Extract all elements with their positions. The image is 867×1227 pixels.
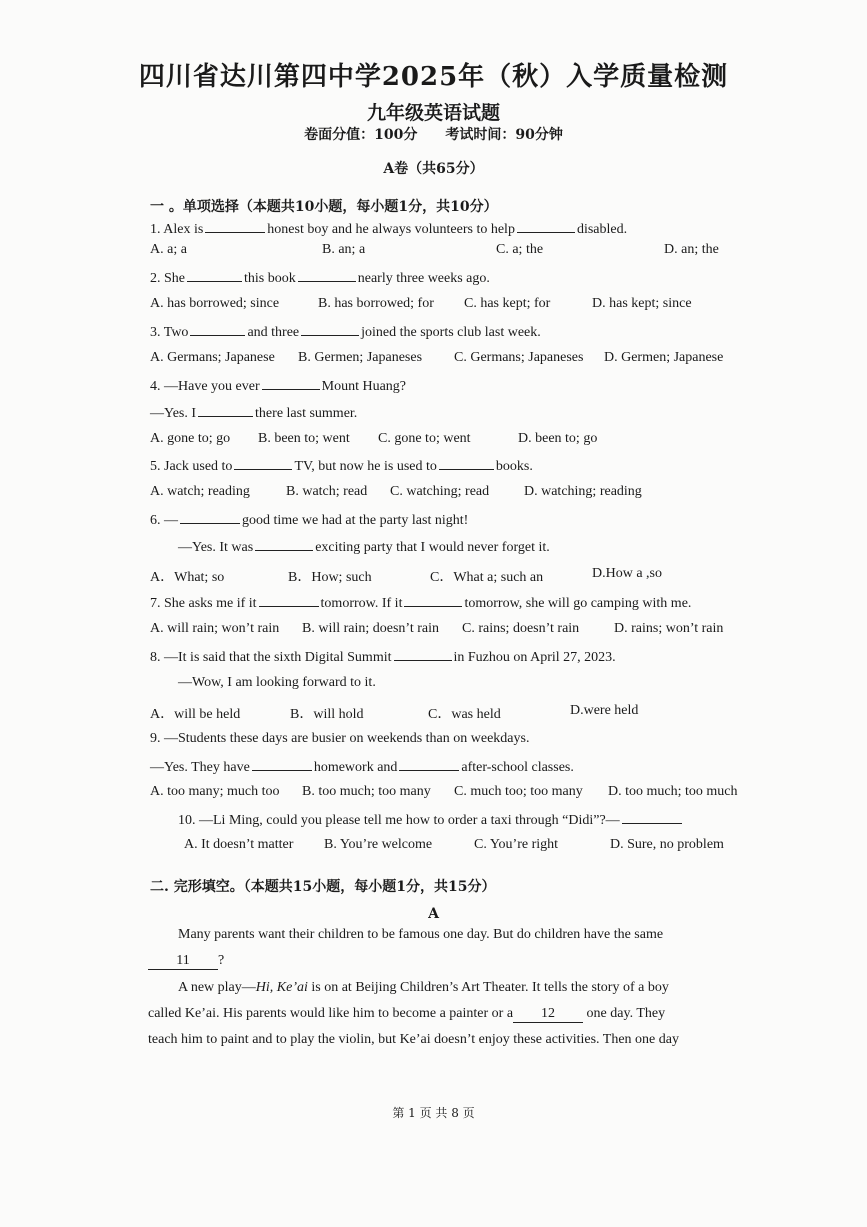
passage-line: Many parents want their children to be famous one day. But do children have the same — [178, 927, 664, 942]
option: D. an; the — [664, 242, 719, 257]
option: A. Germans; Japanese — [150, 350, 275, 365]
option: D. Sure, no problem — [610, 837, 724, 852]
option: C. much too; too many — [454, 784, 583, 799]
option: B. You’re welcome — [324, 837, 433, 852]
question-6-reply: —Yes. It was exciting party that I would never forget it. — [178, 540, 550, 555]
exam-info — [0, 124, 867, 144]
option: C. has kept; for — [464, 296, 551, 311]
option: A. has borrowed; since — [150, 296, 280, 311]
page-footer: 第 1 页 共 8 页 — [392, 1106, 475, 1120]
option: C. Germans; Japaneses — [454, 350, 584, 365]
option: A. watch; reading — [150, 484, 250, 499]
option: A. It doesn’t matter — [184, 837, 294, 852]
option: A．What; so — [150, 570, 225, 585]
exam-time: 考试时间：90分钟 — [445, 127, 563, 143]
option: B. too much; too many — [302, 784, 431, 799]
passage-label: A — [428, 906, 439, 922]
question-6: 6. — good time we had at the party last night! — [150, 513, 469, 528]
option: B．How; such — [288, 570, 372, 585]
option: C. a; the — [496, 242, 544, 257]
question-3: 3. Two and three joined the sports club last week. — [150, 325, 541, 340]
option: D. has kept; since — [592, 296, 692, 311]
option: C. gone to; went — [378, 431, 471, 446]
option: C. rains; doesn’t rain — [462, 621, 580, 636]
option: C．What a; such an — [430, 570, 544, 585]
option: D. rains; won’t rain — [614, 621, 724, 636]
section-1-heading: 一 。单项选择（本题共10小题，每小题1分，共10分） — [150, 199, 498, 215]
option: B. will rain; doesn’t rain — [302, 621, 439, 636]
question-4-reply: —Yes. I there last summer. — [150, 406, 358, 421]
option: A. gone to; go — [150, 431, 231, 446]
exam-subtitle: 九年级英语试题 — [366, 102, 500, 124]
question-1: 1. Alex is honest boy and he always volunteers to help disabled. — [150, 222, 628, 237]
passage-line: A new play—Hi, Ke’ai is on at Beijing Children’s Art Theater. It tells the story of a boy — [178, 980, 669, 995]
option: D. watching; reading — [524, 484, 642, 499]
section-2-heading: 二. 完形填空。（本题共15小题，每小题1分，共15分） — [150, 879, 496, 895]
question-10: 10. —Li Ming, could you please tell me how to order a taxi through “Didi”?— — [178, 811, 684, 829]
passage-line: teach him to paint and to play the violin, but Ke’ai doesn’t enjoy these activities. Then one day — [148, 1032, 679, 1047]
option: A. too many; much too — [150, 784, 280, 799]
blank-12: 12 — [513, 1006, 583, 1023]
option: C．was held — [428, 707, 501, 722]
question-9-reply: —Yes. They have homework and after-school classes. — [150, 760, 574, 775]
passage-line: 11 ? — [148, 953, 224, 970]
option: C. You’re right — [474, 837, 559, 852]
option: D.were held — [570, 703, 639, 718]
question-5: 5. Jack used to TV, but now he is used to books. — [150, 459, 533, 474]
option: B. Germen; Japaneses — [298, 350, 423, 365]
question-2: 2. She this book nearly three weeks ago. — [150, 271, 490, 286]
question-8-reply: —Wow, I am looking forward to it. — [178, 675, 376, 690]
score-value: 卷面分值：100分 — [304, 127, 418, 143]
question-8: 8. —It is said that the sixth Digital Summit in Fuzhou on April 27, 2023. — [150, 650, 616, 665]
option: B. been to; went — [258, 431, 350, 446]
question-4: 4. —Have you ever Mount Huang? — [150, 379, 407, 394]
option: C. watching; read — [390, 484, 490, 499]
volume-label: A卷（共65分） — [383, 161, 484, 177]
blank-11: 11 — [148, 953, 218, 970]
option: A. a; a — [150, 242, 187, 257]
option: D. been to; go — [518, 431, 598, 446]
passage-line: called Ke’ai. His parents would like him to become a painter or a 12 one day. They — [148, 1006, 666, 1021]
option: A．will be held — [150, 707, 241, 722]
exam-title: 四川省达川第四中学2025年（秋）入学质量检测 — [138, 62, 729, 92]
question-9: 9. —Students these days are busier on weekends than on weekdays. — [150, 731, 530, 746]
option: B．will hold — [290, 707, 364, 722]
question-7: 7. She asks me if it tomorrow. If it tomorrow, she will go camping with me. — [150, 596, 692, 611]
option: B. an; a — [322, 242, 366, 257]
option: A. will rain; won’t rain — [150, 621, 280, 636]
option: D. too much; too much — [608, 784, 738, 799]
option: D.How a ,so — [592, 566, 662, 581]
option: B. watch; read — [286, 484, 368, 499]
option: D. Germen; Japanese — [604, 350, 724, 365]
option: B. has borrowed; for — [318, 296, 434, 311]
